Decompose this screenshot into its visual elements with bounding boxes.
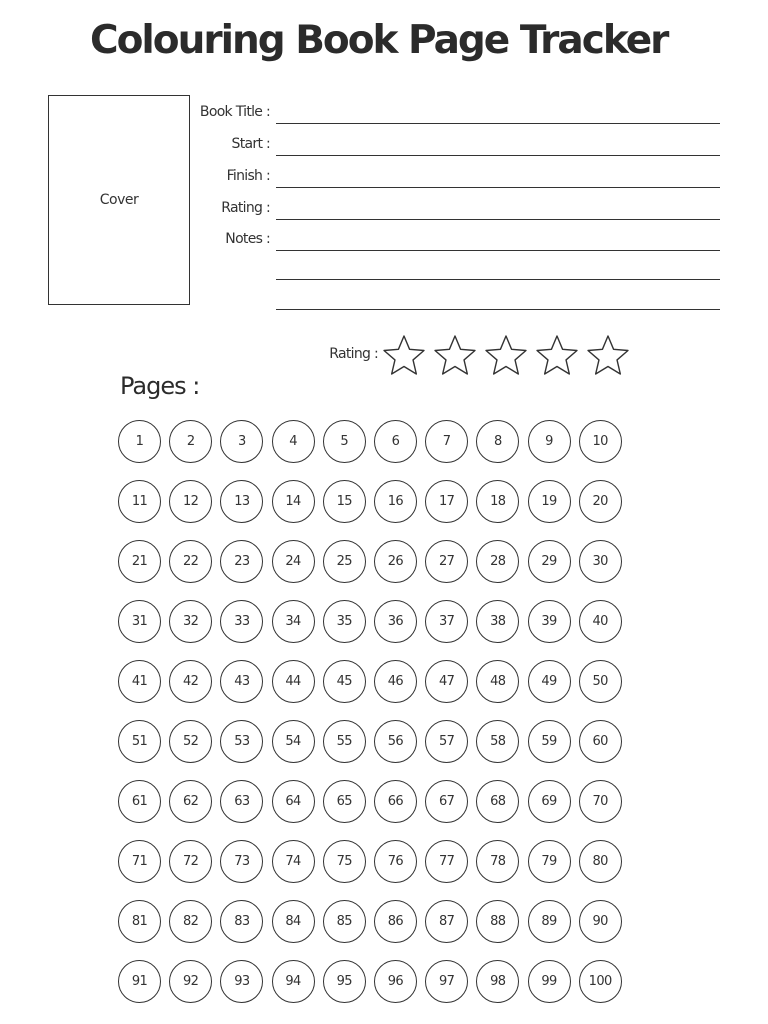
- page-circle-71[interactable]: 71: [118, 840, 161, 883]
- notes-line[interactable]: [276, 250, 720, 251]
- notes-extra-line[interactable]: [276, 279, 720, 280]
- page-circle-92[interactable]: 92: [169, 960, 212, 1003]
- page-circle-84[interactable]: 84: [272, 900, 315, 943]
- page-circle-91[interactable]: 91: [118, 960, 161, 1003]
- star-icon[interactable]: [483, 333, 529, 379]
- page-circle-73[interactable]: 73: [220, 840, 263, 883]
- page-circle-9[interactable]: 9: [528, 420, 571, 463]
- page-circle-45[interactable]: 45: [323, 660, 366, 703]
- page-circle-81[interactable]: 81: [118, 900, 161, 943]
- page-circle-27[interactable]: 27: [425, 540, 468, 583]
- page-circle-48[interactable]: 48: [476, 660, 519, 703]
- start-field[interactable]: [190, 128, 720, 160]
- page-circle-37[interactable]: 37: [425, 600, 468, 643]
- page-number-grid: [118, 420, 630, 1020]
- page-circle-26[interactable]: 26: [374, 540, 417, 583]
- page-circle-20[interactable]: 20: [579, 480, 622, 523]
- page-circle-62[interactable]: 62: [169, 780, 212, 823]
- page-circle-57[interactable]: 57: [425, 720, 468, 763]
- page-circle-87[interactable]: 87: [425, 900, 468, 943]
- page-circle-95[interactable]: 95: [323, 960, 366, 1003]
- page-circle-75[interactable]: 75: [323, 840, 366, 883]
- page-circle-76[interactable]: 76: [374, 840, 417, 883]
- page-circle-50[interactable]: 50: [579, 660, 622, 703]
- page-circle-58[interactable]: 58: [476, 720, 519, 763]
- page-circle-35[interactable]: 35: [323, 600, 366, 643]
- page-circle-5[interactable]: 5: [323, 420, 366, 463]
- page-circle-28[interactable]: 28: [476, 540, 519, 583]
- page-circle-44[interactable]: 44: [272, 660, 315, 703]
- page-circle-24[interactable]: 24: [272, 540, 315, 583]
- page-circle-88[interactable]: 88: [476, 900, 519, 943]
- book-title-field[interactable]: [190, 96, 720, 128]
- page-circle-17[interactable]: 17: [425, 480, 468, 523]
- page-circle-86[interactable]: 86: [374, 900, 417, 943]
- star-icon[interactable]: [585, 333, 631, 379]
- page-circle-55[interactable]: 55: [323, 720, 366, 763]
- page-circle-80[interactable]: 80: [579, 840, 622, 883]
- page-circle-41[interactable]: 41: [118, 660, 161, 703]
- page-circle-33[interactable]: 33: [220, 600, 263, 643]
- page-circle-29[interactable]: 29: [528, 540, 571, 583]
- page-circle-77[interactable]: 77: [425, 840, 468, 883]
- page-circle-34[interactable]: 34: [272, 600, 315, 643]
- rating-text-label: Rating :: [221, 200, 270, 216]
- page-circle-47[interactable]: 47: [425, 660, 468, 703]
- page-circle-8[interactable]: 8: [476, 420, 519, 463]
- page-circle-53[interactable]: 53: [220, 720, 263, 763]
- page-circle-30[interactable]: 30: [579, 540, 622, 583]
- finish-label: Finish :: [226, 168, 270, 184]
- page-circle-74[interactable]: 74: [272, 840, 315, 883]
- book-title-label: Book Title :: [199, 104, 270, 120]
- page-circle-67[interactable]: 67: [425, 780, 468, 823]
- page-circle-13[interactable]: 13: [220, 480, 263, 523]
- page-circle-68[interactable]: 68: [476, 780, 519, 823]
- page-circle-65[interactable]: 65: [323, 780, 366, 823]
- star-rating[interactable]: [381, 333, 636, 379]
- page-circle-43[interactable]: 43: [220, 660, 263, 703]
- cover-image-placeholder[interactable]: [48, 95, 190, 305]
- page-circle-61[interactable]: 61: [118, 780, 161, 823]
- page-circle-85[interactable]: 85: [323, 900, 366, 943]
- page-circle-3[interactable]: 3: [220, 420, 263, 463]
- page-circle-56[interactable]: 56: [374, 720, 417, 763]
- page-circle-46[interactable]: 46: [374, 660, 417, 703]
- page-circle-51[interactable]: 51: [118, 720, 161, 763]
- notes-extra-line[interactable]: [276, 309, 720, 310]
- page-circle-52[interactable]: 52: [169, 720, 212, 763]
- page-circle-21[interactable]: 21: [118, 540, 161, 583]
- page-circle-7[interactable]: 7: [425, 420, 468, 463]
- finish-field[interactable]: [190, 160, 720, 192]
- page-circle-1[interactable]: 1: [118, 420, 161, 463]
- page-circle-98[interactable]: 98: [476, 960, 519, 1003]
- notes-field[interactable]: [190, 223, 720, 255]
- start-line[interactable]: [276, 155, 720, 156]
- page-circle-49[interactable]: 49: [528, 660, 571, 703]
- page-circle-31[interactable]: 31: [118, 600, 161, 643]
- page-circle-72[interactable]: 72: [169, 840, 212, 883]
- page-circle-25[interactable]: 25: [323, 540, 366, 583]
- page-circle-93[interactable]: 93: [220, 960, 263, 1003]
- pages-heading: Pages :: [120, 372, 200, 400]
- page-circle-60[interactable]: 60: [579, 720, 622, 763]
- page-circle-94[interactable]: 94: [272, 960, 315, 1003]
- page-circle-69[interactable]: 69: [528, 780, 571, 823]
- page-circle-39[interactable]: 39: [528, 600, 571, 643]
- page-circle-32[interactable]: 32: [169, 600, 212, 643]
- page-title: Colouring Book Page Tracker: [90, 18, 668, 63]
- star-icon[interactable]: [381, 333, 427, 379]
- cover-label: Cover: [99, 192, 139, 208]
- book-title-line[interactable]: [276, 123, 720, 124]
- star-rating-label: Rating :: [329, 346, 378, 362]
- page-circle-90[interactable]: 90: [579, 900, 622, 943]
- page-circle-4[interactable]: 4: [272, 420, 315, 463]
- rating-line[interactable]: [276, 219, 720, 220]
- page-circle-40[interactable]: 40: [579, 600, 622, 643]
- page-circle-83[interactable]: 83: [220, 900, 263, 943]
- page-circle-78[interactable]: 78: [476, 840, 519, 883]
- page-circle-63[interactable]: 63: [220, 780, 263, 823]
- page-circle-99[interactable]: 99: [528, 960, 571, 1003]
- page-circle-38[interactable]: 38: [476, 600, 519, 643]
- page-circle-12[interactable]: 12: [169, 480, 212, 523]
- page-circle-6[interactable]: 6: [374, 420, 417, 463]
- page-circle-54[interactable]: 54: [272, 720, 315, 763]
- start-label: Start :: [231, 136, 270, 152]
- page-circle-100[interactable]: 100: [579, 960, 622, 1003]
- page-circle-42[interactable]: 42: [169, 660, 212, 703]
- page-circle-2[interactable]: 2: [169, 420, 212, 463]
- page-circle-11[interactable]: 11: [118, 480, 161, 523]
- page-circle-82[interactable]: 82: [169, 900, 212, 943]
- page-circle-23[interactable]: 23: [220, 540, 263, 583]
- page-circle-96[interactable]: 96: [374, 960, 417, 1003]
- star-icon[interactable]: [432, 333, 478, 379]
- page-circle-66[interactable]: 66: [374, 780, 417, 823]
- page-circle-79[interactable]: 79: [528, 840, 571, 883]
- page-circle-36[interactable]: 36: [374, 600, 417, 643]
- page-circle-89[interactable]: 89: [528, 900, 571, 943]
- page-circle-19[interactable]: 19: [528, 480, 571, 523]
- page-circle-59[interactable]: 59: [528, 720, 571, 763]
- page-circle-70[interactable]: 70: [579, 780, 622, 823]
- page-circle-15[interactable]: 15: [323, 480, 366, 523]
- page-circle-10[interactable]: 10: [579, 420, 622, 463]
- page-circle-97[interactable]: 97: [425, 960, 468, 1003]
- finish-line[interactable]: [276, 187, 720, 188]
- page-circle-64[interactable]: 64: [272, 780, 315, 823]
- page-circle-22[interactable]: 22: [169, 540, 212, 583]
- star-icon[interactable]: [534, 333, 580, 379]
- page-circle-14[interactable]: 14: [272, 480, 315, 523]
- page-circle-18[interactable]: 18: [476, 480, 519, 523]
- page-circle-16[interactable]: 16: [374, 480, 417, 523]
- notes-label: Notes :: [225, 231, 270, 247]
- rating-field[interactable]: [190, 192, 720, 224]
